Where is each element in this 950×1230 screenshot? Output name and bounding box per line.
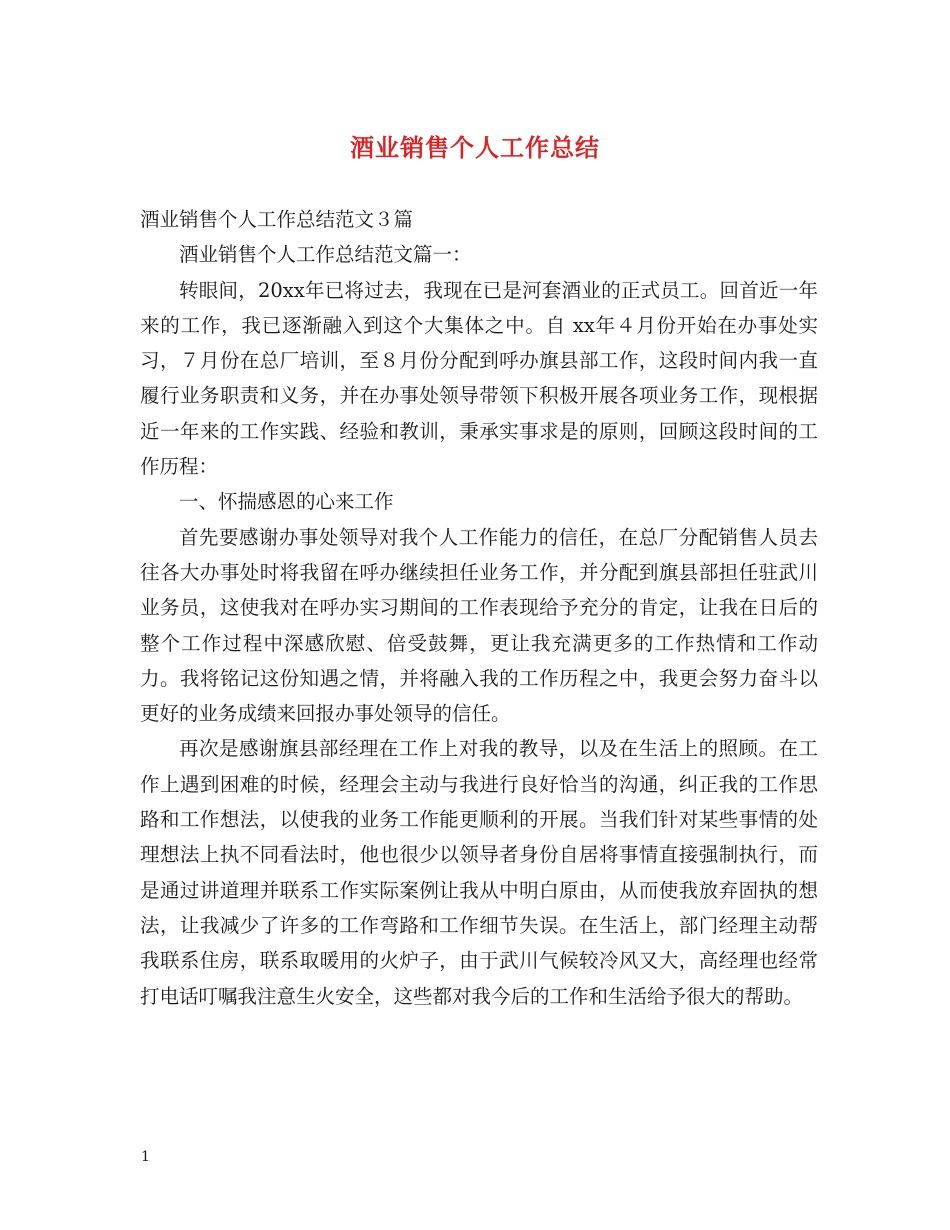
document-title: 酒业销售个人工作总结 (350, 133, 600, 162)
paragraph-section-heading: 酒业销售个人工作总结范文篇一： (179, 243, 472, 267)
paragraph-intro: 转眼间，20xx年已将过去，我现在已是河套酒业的正式员工。回首近一年来的工作，我已逐渐融入到这个大集体之中。自 xx年４月份开始在办事处实习，７月份在总厂培训，至８月份分配到呼办旗县部工作，这段时间内我一直履行业务职责和义务，并在办事处领导带领下积极开展各项业务工作，现根据近一年来的工作实践、经验和教训，秉承实事求是的原则，回顾这段时间的工作历程： (140, 278, 818, 479)
document-subtitle: 酒业销售个人工作总结范文３篇 (140, 208, 414, 231)
page-number: 1 (141, 1149, 150, 1165)
paragraph-heading-gratitude: 一、怀揣感恩的心来工作 (179, 490, 394, 514)
paragraph-thanks-office-leaders: 首先要感谢办事处领导对我个人工作能力的信任，在总厂分配销售人员去往各大办事处时将我留在呼办继续担任业务工作，并分配到旗县部担任驻武川业务员，这使我对在呼办实习期间的工作表现给予充分的肯定，让我在日后的整个工作过程中深感欣慰、倍受鼓舞，更让我充满更多的工作热情和工作动力。我将铭记这份知遇之情，并将融入我的工作历程之中，我更会努力奋斗以更好的业务成绩来回报办事处领导的信任。 (140, 525, 818, 726)
paragraph-thanks-manager: 再次是感谢旗县部经理在工作上对我的教导，以及在生活上的照顾。在工作上遇到困难的时候，经理会主动与我进行良好恰当的沟通，纠正我的工作思路和工作想法，以使我的业务工作能更顺利的开展。当我们针对某些事情的处理想法上执不同看法时，他也很少以领导者身份自居将事情直接强制执行，而是通过讲道理并联系工作实际案例让我从中明白原由，从而使我放弃固执的想法，让我减少了许多的工作弯路和工作细节失误。在生活上，部门经理主动帮我联系住房，联系取暖用的火炉子，由于武川气候较冷风又大，高经理也经常打电话叮嘱我注意生火安全，这些都对我今后的工作和生活给予很大的帮助。 (140, 737, 818, 1008)
document-body (140, 202, 818, 1014)
